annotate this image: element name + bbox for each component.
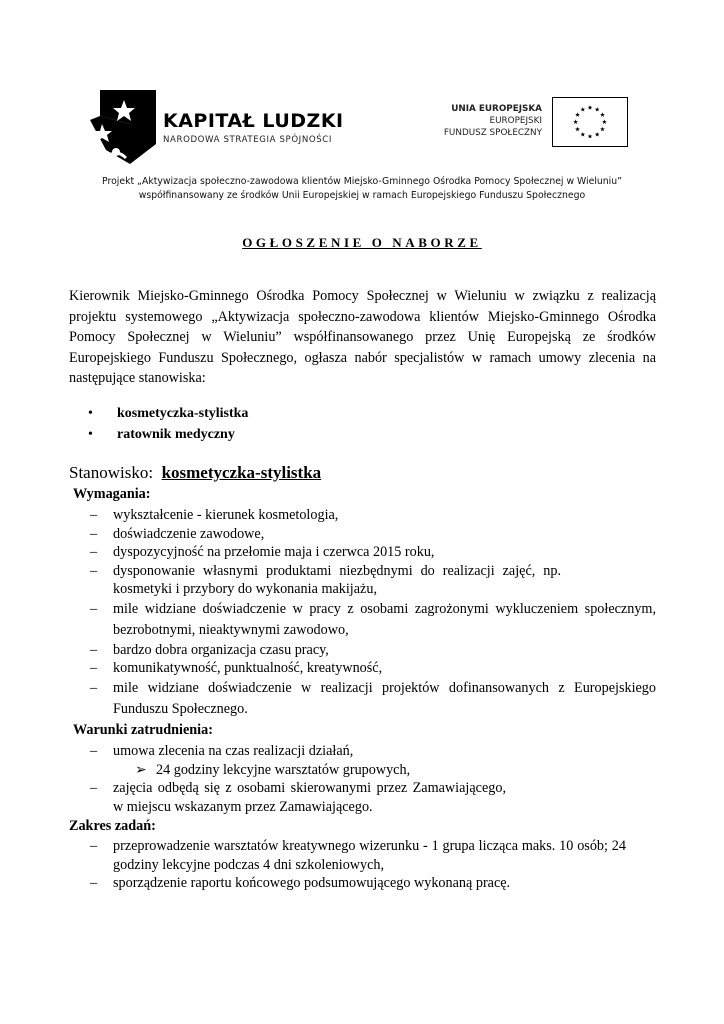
eu-star-icon xyxy=(595,132,600,137)
requirements-label: Wymagania: xyxy=(73,486,151,502)
requirement-text: mile widziane doświadczenie w realizacji projektów dofinansowanych z Europejskiego Funduszu Społecznego. xyxy=(113,679,656,717)
eu-star-icon xyxy=(600,112,605,117)
kl-title: KAPITAŁ LUDZKI xyxy=(163,110,344,132)
employment-terms-label: Warunki zatrudnienia: xyxy=(73,722,213,738)
dash-icon: – xyxy=(90,660,98,676)
eu-star-icon xyxy=(588,105,593,110)
task-text: sporządzenie raportu końcowego podsumowującego wykonaną pracę. xyxy=(113,875,511,891)
dash-icon: – xyxy=(90,544,98,560)
task-text: przeprowadzenie warsztatów kreatywnego wizerunku - 1 grupa licząca maks. 10 osób; 24 godziny lekcyjne podczas 4 dni szkoleniowych, xyxy=(113,838,626,873)
project-line1: Projekt „Aktywizacja społeczno-zawodowa klientów Miejsko-Gminnego Ośrodka Pomocy Społecznej w Wieluniu” xyxy=(102,176,622,187)
eu-star-icon xyxy=(575,112,580,117)
eu-star-icon xyxy=(575,127,580,132)
dash-icon: – xyxy=(90,641,98,658)
list-item xyxy=(90,779,656,816)
position-label: ratownik medyczny xyxy=(117,427,235,442)
kapital-ludzki-wordmark xyxy=(163,110,344,145)
dash-icon: – xyxy=(90,679,98,696)
eu-star-icon xyxy=(573,120,578,125)
list-item xyxy=(90,837,656,874)
project-line2: współfinansowany ze środków Unii Europejskiej w ramach Europejskiego Funduszu Społecznego xyxy=(138,190,586,201)
list-item xyxy=(90,562,656,599)
project-info xyxy=(30,175,694,203)
dash-icon: – xyxy=(90,838,98,854)
bullet-icon: • xyxy=(88,427,93,442)
position-label: kosmetyczka-stylistka xyxy=(117,406,249,421)
eu-flag-icon xyxy=(552,97,628,147)
intro-paragraph: Kierownik Miejsko-Gminnego Ośrodka Pomocy Społecznej w Wieluniu w związku z realizacją projektu systemowego „Aktywizacja społeczno-zawodowa klientów Miejsko-Gminnego Ośrodka Pomocy Społecznej w Wieluniu” współfinansowanego przez Unię Europejską ze środków Europejskiego Funduszu Społecznego, ogłasza nabór specjalistów w ramach umowy zlecenia na następujące stanowiska: xyxy=(69,288,656,386)
requirement-text: doświadczenie zawodowe, xyxy=(113,525,265,542)
kl-subtitle: NARODOWA STRATEGIA SPÓJNOŚCI xyxy=(163,135,333,145)
eu-star-icon xyxy=(602,120,607,125)
dash-icon: – xyxy=(90,600,98,617)
eu-star-icon xyxy=(600,127,605,132)
requirement-text: dysponowanie własnymi produktami niezbędnymi do realizacji zajęć, np. kosmetyki i przybory do wykonania makijażu, xyxy=(113,562,561,597)
arrow-icon: ➢ xyxy=(135,761,147,778)
requirement-text: bardzo dobra organizacja czasu pracy, xyxy=(113,641,329,658)
dash-icon: – xyxy=(90,780,98,796)
requirement-text: dyspozycyjność na przełomie maja i czerwca 2015 roku, xyxy=(113,544,435,560)
position-heading xyxy=(69,462,321,484)
term-subtext: 24 godziny lekcyjne warsztatów grupowych, xyxy=(156,761,411,778)
eu-star-icon xyxy=(595,107,600,112)
list-item xyxy=(90,599,656,641)
list-item xyxy=(90,506,656,525)
list-item xyxy=(90,742,656,761)
requirement-text: wykształcenie - kierunek kosmetologia, xyxy=(113,507,339,523)
list-item xyxy=(90,659,656,678)
list-item xyxy=(90,525,656,544)
eu-star-icon xyxy=(588,134,593,139)
list-item xyxy=(88,424,248,445)
task-scope-list xyxy=(90,837,656,893)
task-scope-label: Zakres zadań: xyxy=(69,818,156,834)
eu-star-icon xyxy=(580,107,585,112)
position-prefix: Stanowisko: xyxy=(69,463,154,482)
requirement-text: mile widziane doświadczenie w pracy z osobami zagrożonymi wykluczeniem społecznym, bezrobotnymi, nieaktywnymi zawodowo, xyxy=(113,600,656,638)
position-name: kosmetyczka-stylistka xyxy=(161,463,322,482)
dash-icon: – xyxy=(90,875,98,891)
list-item xyxy=(88,403,248,424)
term-text: zajęcia odbędą się z osobami skierowanymi przez Zamawiającego, w miejscu wskazanym przez Zamawiającego. xyxy=(113,780,506,815)
eu-line1: UNIA EUROPEJSKA xyxy=(451,104,542,114)
dash-icon: – xyxy=(90,562,98,579)
bullet-icon: • xyxy=(88,406,93,421)
eu-line2: EUROPEJSKI xyxy=(489,116,542,126)
dash-icon: – xyxy=(90,525,98,542)
eu-star-icon xyxy=(580,132,585,137)
eu-line3: FUNDUSZ SPOŁECZNY xyxy=(443,128,542,138)
sub-list-item xyxy=(90,761,656,780)
list-item xyxy=(90,874,656,893)
page-title: OGŁOSZENIE O NABORZE xyxy=(242,235,482,250)
term-text: umowa zlecenia na czas realizacji działań, xyxy=(113,743,354,759)
requirement-text: komunikatywność, punktualność, kreatywność, xyxy=(113,660,383,676)
list-item xyxy=(90,641,656,660)
eu-wordmark xyxy=(436,103,542,139)
list-item xyxy=(90,543,656,562)
requirements-list xyxy=(90,506,656,720)
employment-terms-list xyxy=(90,742,656,816)
kapital-ludzki-logo xyxy=(86,86,158,166)
dash-icon: – xyxy=(90,743,98,759)
list-item xyxy=(90,678,656,720)
positions-list xyxy=(88,403,248,445)
dash-icon: – xyxy=(90,507,98,523)
